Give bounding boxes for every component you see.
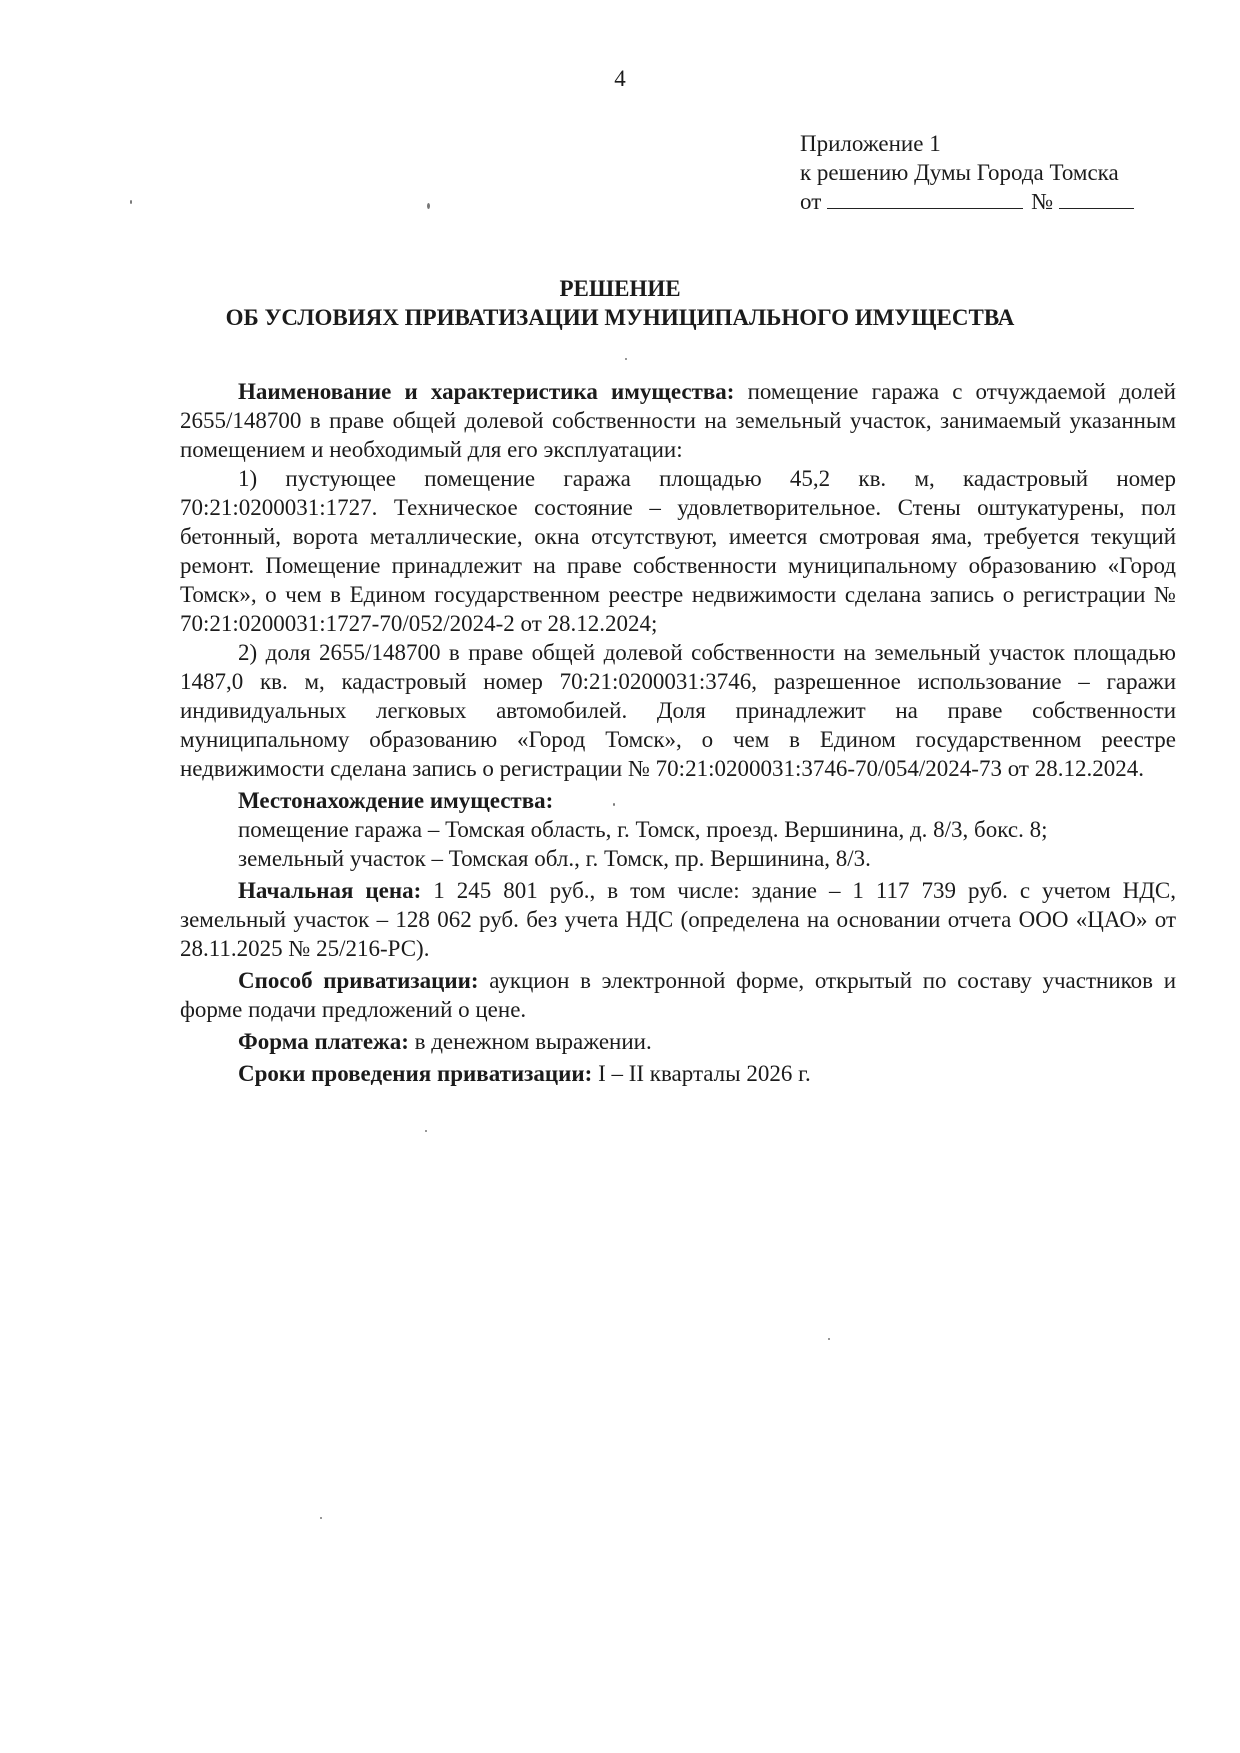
terms-text: I – II кварталы 2026 г.	[598, 1061, 811, 1086]
terms-paragraph	[180, 1059, 1176, 1088]
terms-label: Сроки проведения приватизации:	[238, 1061, 593, 1086]
document-title	[0, 274, 1240, 332]
scan-speck	[828, 1338, 830, 1340]
payment-label: Форма платежа:	[238, 1029, 409, 1054]
location-land: земельный участок – Томская обл., г. Томск, пр. Вершинина, 8/3.	[238, 846, 871, 871]
method-text: аукцион в электронной форме, открытый по составу участников и форме подачи предложений о цене.	[180, 968, 1176, 1022]
scan-speck	[320, 1517, 322, 1519]
appendix-date-line	[800, 187, 1134, 216]
title-line-2: ОБ УСЛОВИЯХ ПРИВАТИЗАЦИИ МУНИЦИПАЛЬНОГО ИМУЩЕСТВА	[225, 305, 1015, 330]
scan-speck	[625, 358, 627, 360]
title-line-1: РЕШЕНИЕ	[559, 276, 681, 301]
price-paragraph	[180, 876, 1176, 963]
method-paragraph	[180, 966, 1176, 1024]
property-item-2: 2) доля 2655/148700 в праве общей долевой собственности на земельный участок площадью 1487,0 кв. м, кадастровый номер 70:21:0200031:3746, разрешенное использование – гаражи индивидуальных легковых автомобилей. Доля принадлежит на праве собственности муниципальному образованию «Город Томск», о чем в Едином государственном реестре недвижимости сделана запись о регистрации № 70:21:0200031:3746-70/054/2024-73 от 28.12.2024.	[180, 640, 1176, 781]
payment-text: в денежном выражении.	[414, 1029, 652, 1054]
appendix-title: Приложение 1	[800, 131, 941, 156]
location-heading	[180, 786, 1176, 815]
location-garage: помещение гаража – Томская область, г. Томск, проезд. Вершинина, д. 8/3, бокс. 8;	[238, 817, 1048, 842]
number-prefix: №	[1031, 189, 1054, 214]
location-label: Местонахождение имущества:	[238, 788, 554, 813]
number-blank	[1059, 188, 1134, 209]
property-paragraph	[180, 377, 1176, 464]
property-text: помещение гаража с отчуждаемой долей 2655/148700 в праве общей долевой собственности на земельный участок, занимаемый указанным помещением и необходимый для его эксплуатации:	[180, 379, 1176, 462]
property-label: Наименование и характеристика имущества:	[238, 379, 735, 404]
appendix-block	[800, 129, 1134, 216]
scan-speck	[613, 803, 615, 806]
scan-speck	[130, 200, 132, 204]
date-prefix: от	[800, 189, 822, 214]
document-body	[180, 377, 1176, 1088]
page-number: 4	[614, 66, 626, 91]
price-text: 1 245 801 руб., в том числе: здание – 1 117 739 руб. с учетом НДС, земельный участок – 128 062 руб. без учета НДС (определена на основании отчета ООО «ЦАО» от 28.11.2025 № 25/216-РС).	[180, 878, 1177, 961]
appendix-decision-ref: к решению Думы Города Томска	[800, 160, 1119, 185]
payment-paragraph	[180, 1027, 1176, 1056]
date-blank	[827, 188, 1023, 209]
scan-speck	[427, 203, 430, 209]
method-label: Способ приватизации:	[238, 968, 479, 993]
price-label: Начальная цена:	[238, 878, 422, 903]
property-item-1: 1) пустующее помещение гаража площадью 45,2 кв. м, кадастровый номер 70:21:0200031:1727. Техническое состояние – удовлетворительное. Стены оштукатурены, пол бетонный, ворота металлические, окна отсутствуют, имеется смотровая яма, требуется текущий ремонт. Помещение принадлежит на праве собственности муниципальному образованию «Город Томск», о чем в Едином государственном реестре недвижимости сделана запись о регистрации № 70:21:0200031:1727-70/052/2024-2 от 28.12.2024;	[180, 466, 1176, 636]
scan-speck	[425, 1130, 427, 1132]
